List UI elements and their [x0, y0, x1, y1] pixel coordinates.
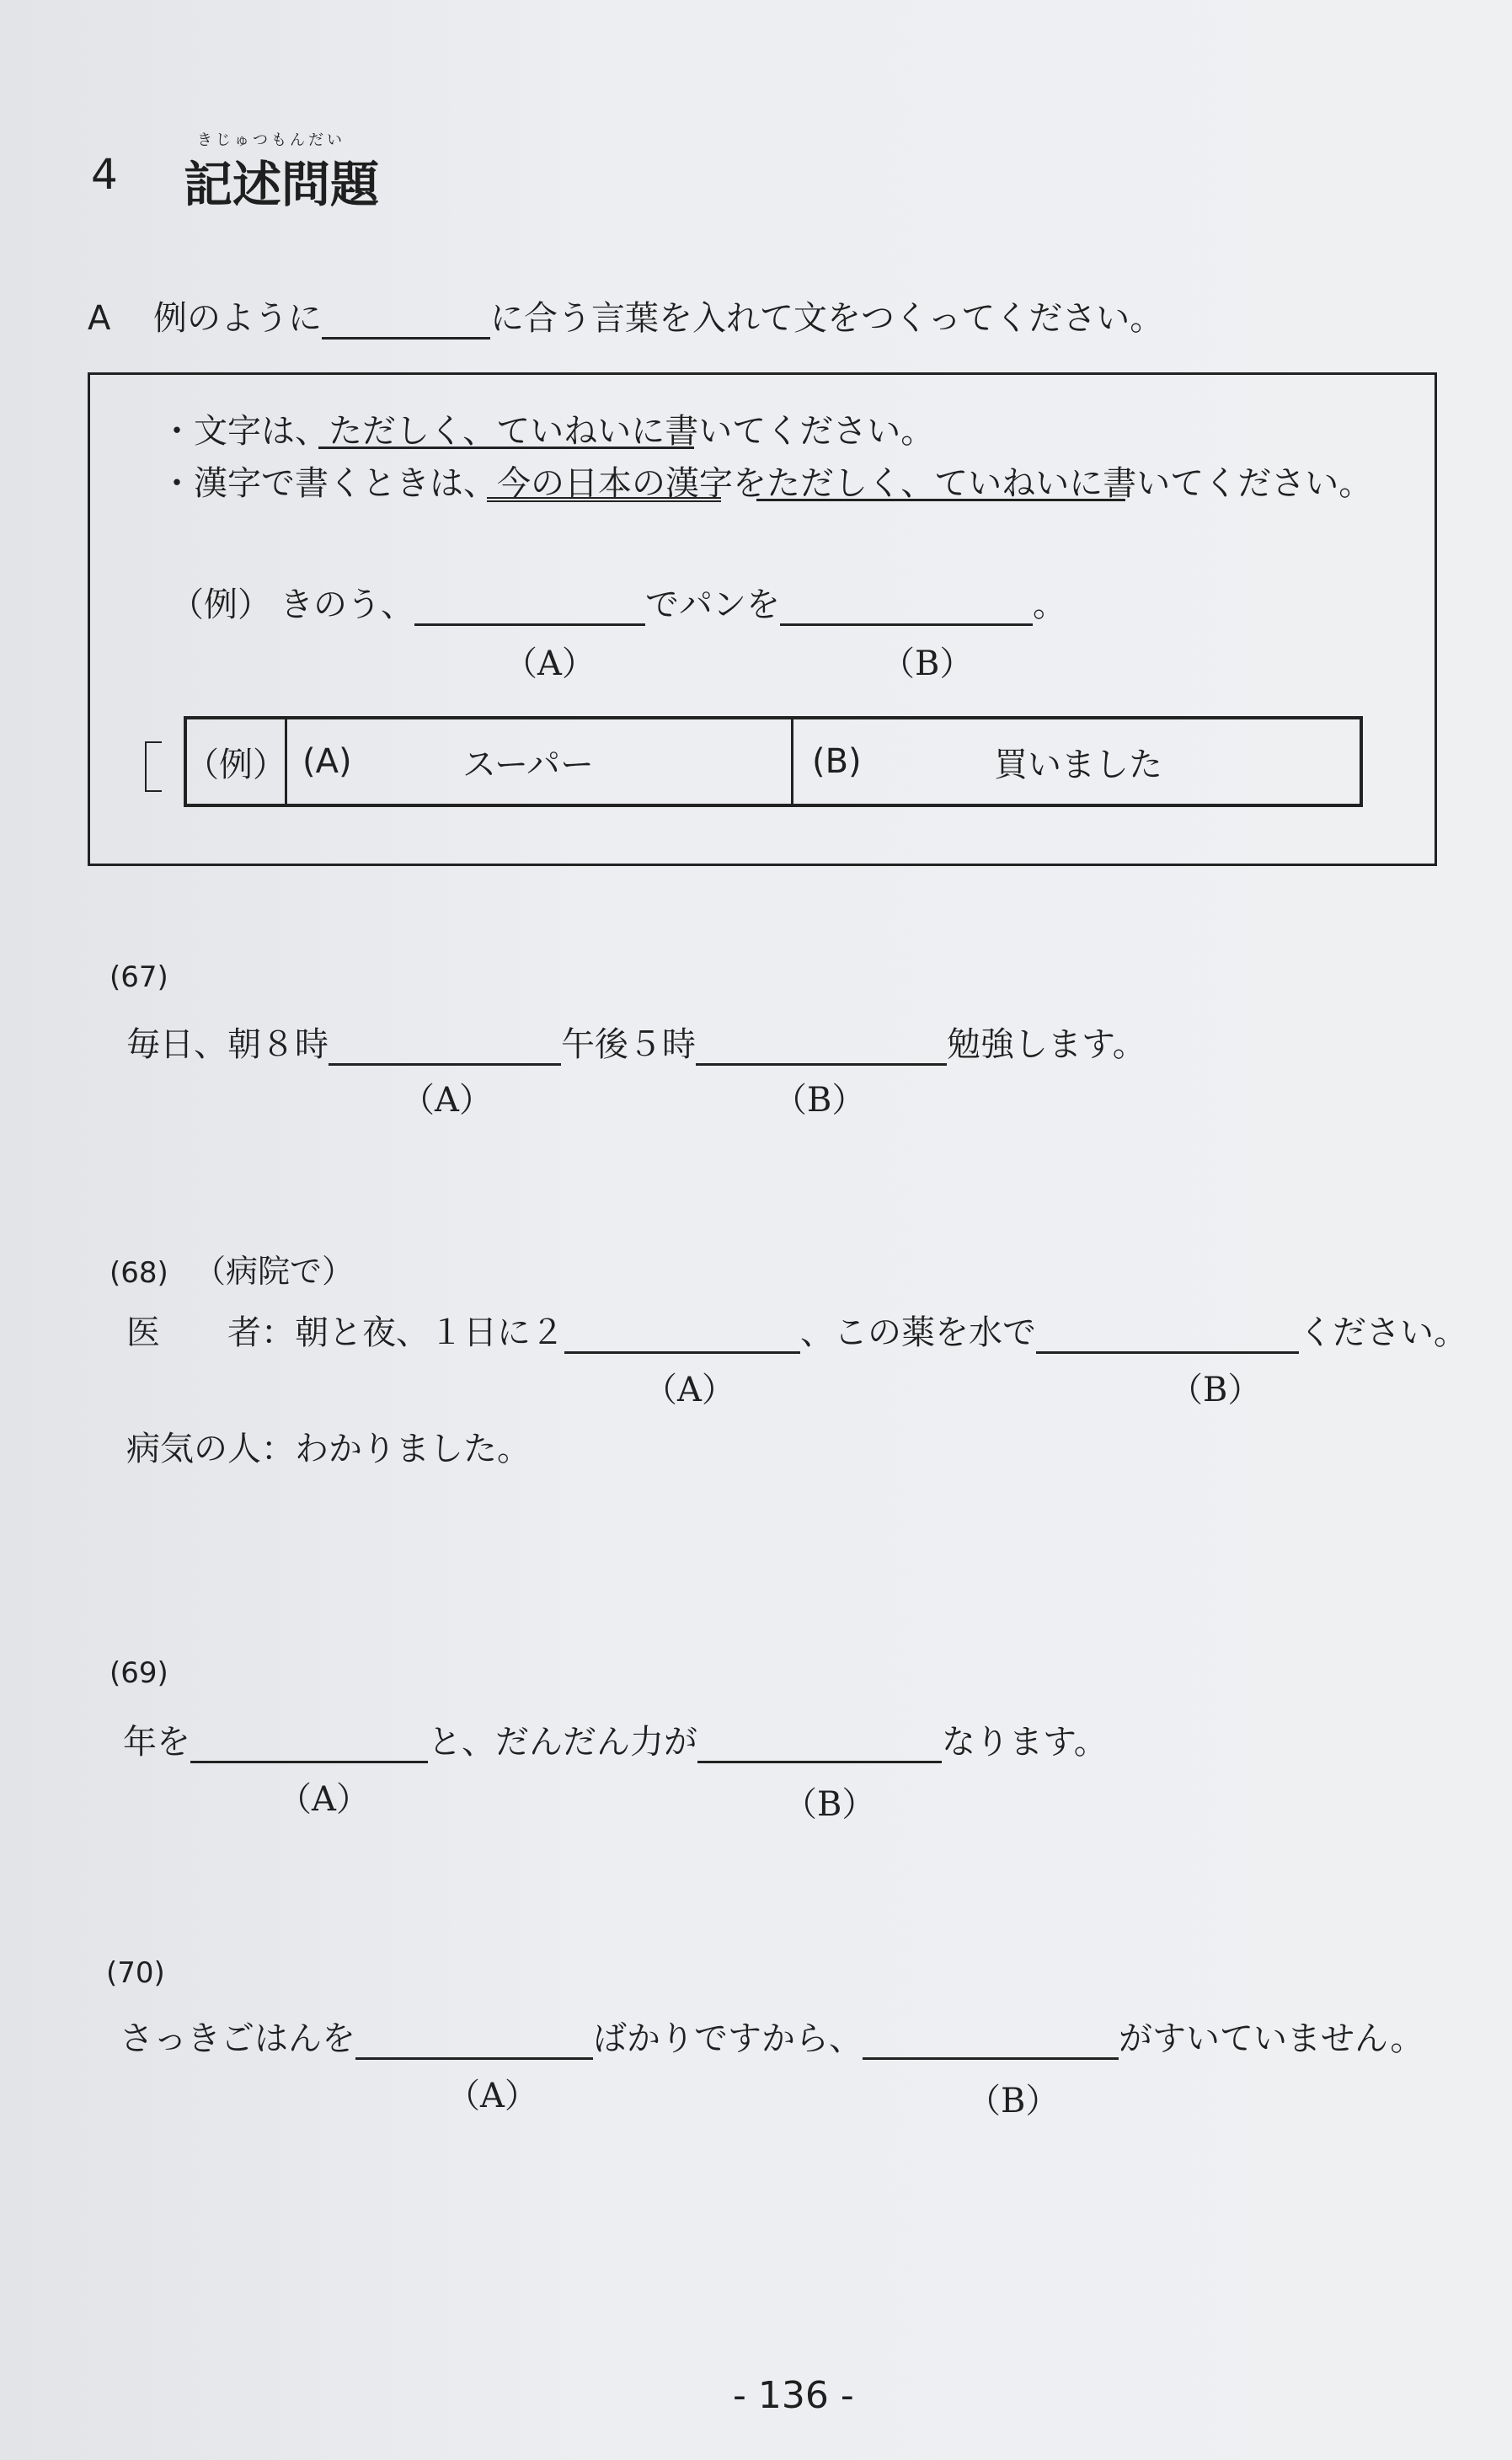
rule-line-2: ・漢字で書くときは、今の日本の漢字をただしく、ていねいに書いてください。 — [160, 464, 1373, 503]
q68-speaker1: 医 者：朝と夜、１日に２ — [126, 1313, 564, 1352]
q68-blank-b[interactable] — [1036, 1318, 1299, 1354]
instruction-text-after: に合う言葉を入れて文をつくってください。 — [490, 299, 1164, 338]
q70-blank-b[interactable] — [863, 2024, 1119, 2060]
q68-number — [110, 1245, 354, 1292]
instruction-blank — [322, 303, 490, 340]
page-number: - 136 - — [733, 2374, 854, 2417]
answer-b-cell — [793, 719, 1360, 804]
q67-part2: 午後５時 — [561, 1025, 696, 1064]
q69-part3: なります。 — [942, 1723, 1108, 1762]
q67-part3: 勉強します。 — [947, 1025, 1146, 1064]
example-label-a: （A） — [504, 644, 596, 683]
answer-a-value: スーパー — [462, 745, 594, 784]
q67-blank-a[interactable] — [329, 1029, 561, 1066]
q69-sentence — [123, 1715, 1108, 1763]
q70-blank-a[interactable] — [355, 2024, 593, 2060]
rule-2-underline-2 — [756, 499, 1125, 501]
q68-number-label: (68) — [110, 1256, 168, 1290]
example-part3: 。 — [1033, 586, 1066, 624]
q67-number: (67) — [110, 960, 168, 994]
rule-2-double-underline-1 — [487, 497, 721, 502]
q70-number: (70) — [106, 1956, 165, 1990]
q67-blank-b[interactable] — [696, 1029, 947, 1066]
example-blank-b — [780, 590, 1033, 626]
q67-label-a: （A） — [401, 1081, 493, 1120]
q70-part3: がすいていません。 — [1119, 2019, 1424, 2058]
q68-sentence — [126, 1306, 1467, 1354]
q67-sentence — [126, 1018, 1146, 1066]
section-title-reading: きじゅつもんだい — [197, 131, 345, 149]
rule-1-underline — [318, 447, 694, 449]
section-number: 4 — [91, 150, 118, 199]
q68-part3: ください。 — [1299, 1313, 1467, 1352]
instruction-text-before: 例のように — [153, 299, 322, 338]
q69-blank-b[interactable] — [697, 1727, 942, 1763]
answer-marker: （例） — [185, 745, 286, 784]
q68-blank-a[interactable] — [564, 1318, 800, 1354]
example-marker: （例） — [170, 586, 271, 624]
q70-part1: さっきごはんを — [120, 2019, 355, 2058]
example-label-b: （B） — [881, 644, 974, 683]
q69-number: (69) — [110, 1656, 168, 1690]
q68-context: （病院で） — [194, 1253, 355, 1290]
q69-blank-a[interactable] — [190, 1727, 428, 1763]
example-sentence — [170, 578, 1066, 626]
q70-label-b: （B） — [967, 2082, 1060, 2120]
answer-b-value: 買いました — [994, 745, 1162, 784]
q68-label-a: （A） — [644, 1371, 735, 1409]
q70-label-a: （A） — [446, 2077, 538, 2115]
answer-bracket — [145, 741, 162, 792]
q69-label-a: （A） — [278, 1780, 370, 1819]
rule-line-1: ・文字は、ただしく、ていねいに書いてください。 — [160, 412, 935, 451]
example-part2: でパンを — [645, 586, 780, 624]
answer-marker-cell — [187, 719, 287, 804]
q69-part1: 年を — [123, 1723, 190, 1762]
q70-sentence — [120, 2012, 1424, 2060]
example-answer-table — [184, 716, 1363, 807]
answer-b-label: (B) — [812, 742, 862, 781]
q67-part1: 毎日、朝８時 — [126, 1025, 329, 1064]
q68-label-b: （B） — [1169, 1371, 1262, 1409]
example-blank-a — [414, 590, 645, 626]
instruction-line — [88, 291, 1163, 340]
answer-a-label: (A) — [302, 742, 352, 781]
section-title: 記述問題 — [184, 156, 380, 213]
example-part1: きのう、 — [280, 586, 414, 624]
q70-part2: ばかりですから、 — [593, 2019, 863, 2058]
q68-speaker2: 病気の人：わかりました。 — [126, 1430, 531, 1468]
instruction-label: A — [88, 299, 111, 338]
answer-a-cell — [287, 719, 793, 804]
q69-label-b: （B） — [783, 1785, 876, 1824]
q67-label-b: （B） — [773, 1081, 866, 1120]
q69-part2: と、だんだん力が — [428, 1723, 697, 1762]
q68-part2: 、この薬を水で — [800, 1313, 1036, 1352]
